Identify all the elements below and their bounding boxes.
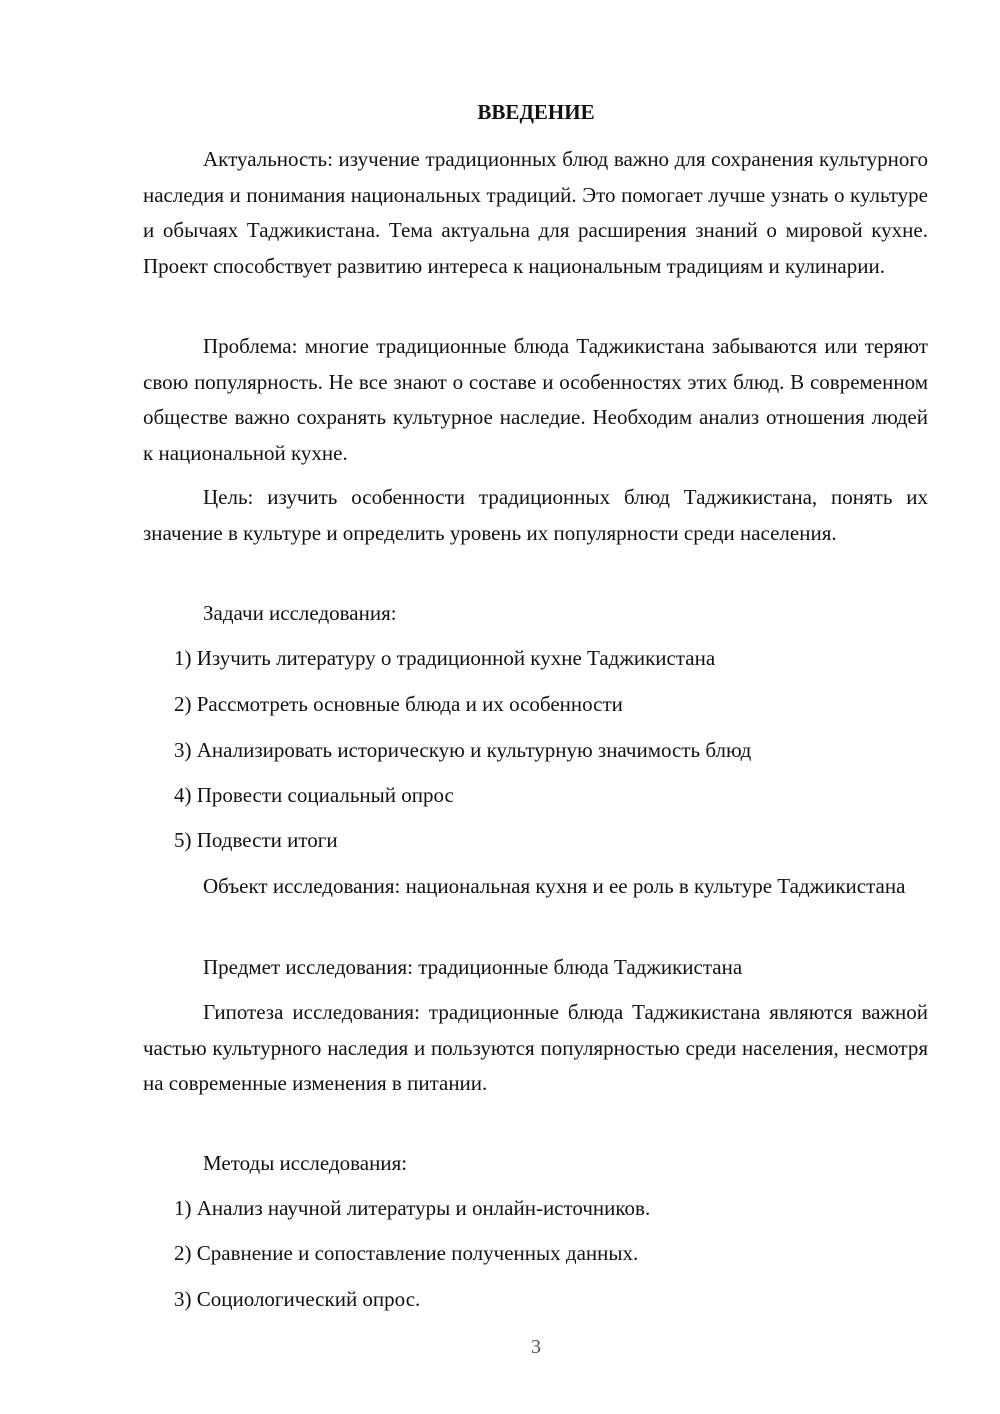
page-number: 3	[531, 1336, 541, 1358]
task-item: 4) Провести социальный опрос	[174, 783, 454, 807]
task-item: 1) Изучить литературу о традиционной кухне Таджикистана	[174, 646, 716, 670]
method-item: 3) Социологический опрос.	[174, 1287, 421, 1311]
methods-title: Методы исследования:	[203, 1151, 408, 1175]
problem-paragraph: Проблема: многие традиционные блюда Таджикистана забываются или теряют свою популярность. Не все знают о составе и особенностях этих блюд. В современном обществе важно сохранять культурное наследие. Необходим анализ отношения людей к национальной кухне.	[143, 334, 928, 465]
task-item: 3) Анализировать историческую и культурную значимость блюд	[174, 738, 752, 762]
object-paragraph: Объект исследования: национальная кухня и ее роль в культуре Таджикистана	[203, 874, 906, 898]
subject-paragraph: Предмет исследования: традиционные блюда Таджикистана	[203, 955, 743, 979]
task-item: 5) Подвести итоги	[174, 828, 338, 852]
page-title: ВВЕДЕНИЕ	[477, 100, 595, 124]
task-item: 2) Рассмотреть основные блюда и их особенности	[174, 692, 623, 716]
method-item: 1) Анализ научной литературы и онлайн-источников.	[174, 1196, 651, 1220]
relevance-paragraph: Актуальность: изучение традиционных блюд важно для сохранения культурного наследия и понимания национальных традиций. Это помогает лучше узнать о культуре и обычаях Таджикистана. Тема актуальна для расширения знаний о мировой кухне. Проект способствует развитию интереса к национальным традициям и кулинарии.	[143, 147, 928, 278]
hypothesis-paragraph: Гипотеза исследования: традиционные блюда Таджикистана являются важной частью культурного наследия и пользуются популярностью среди населения, несмотря на современные изменения в питании.	[143, 1000, 928, 1095]
goal-paragraph: Цель: изучить особенности традиционных блюд Таджикистана, понять их значение в культуре и определить уровень их популярности среди населения.	[143, 485, 928, 545]
tasks-title: Задачи исследования:	[203, 601, 397, 625]
method-item: 2) Сравнение и сопоставление полученных данных.	[174, 1241, 639, 1265]
